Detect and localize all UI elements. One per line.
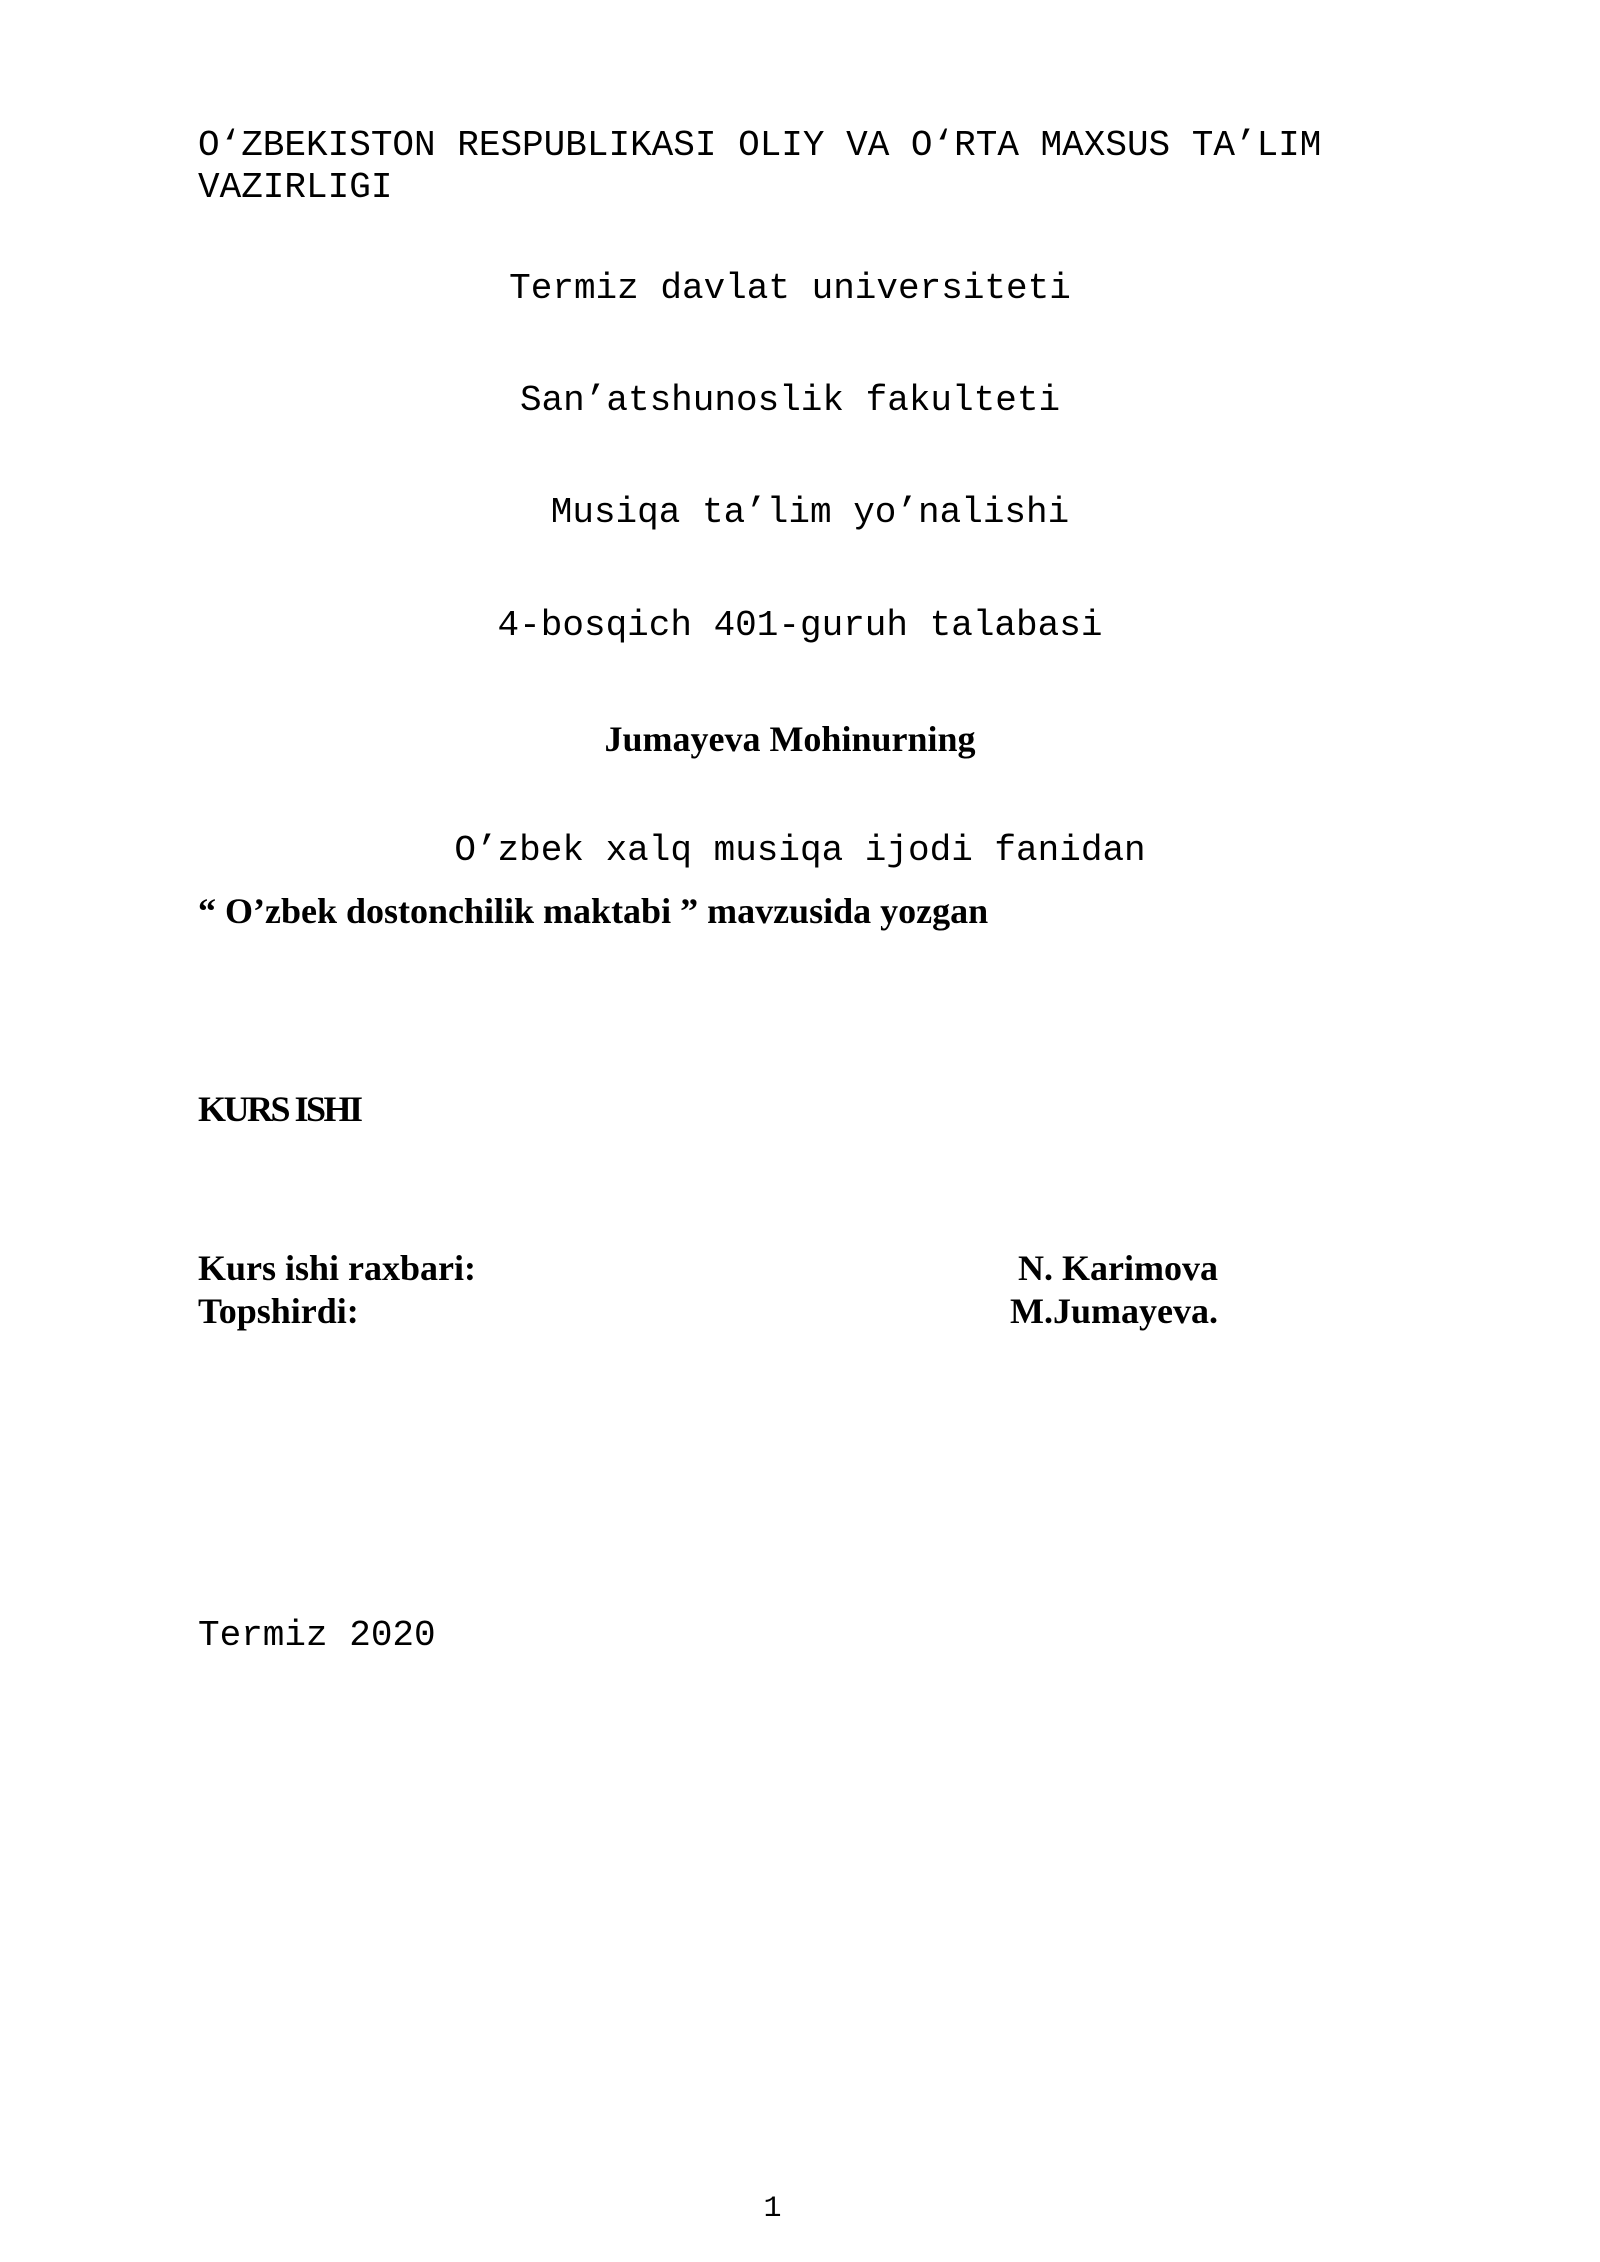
submitted-label: Topshirdi: — [198, 1291, 359, 1331]
submitted-name: M.Jumayeva. — [1010, 1291, 1218, 1331]
university-name: Termiz davlat universiteti — [509, 268, 1071, 309]
group-line: 4-bosqich 401-guruh talabasi — [497, 605, 1103, 646]
subject-line: O’zbek xalq musiqa ijodi fanidan — [454, 830, 1146, 871]
work-type-title: KURS ISHI — [198, 1089, 361, 1129]
student-name: Jumayeva Mohinurning — [604, 719, 976, 759]
topic-line: “ O’zbek dostonchilik maktabi ” mavzusida yozgan — [198, 891, 989, 931]
supervisor-name: N. Karimova — [1018, 1248, 1218, 1288]
ministry-heading: O‘ZBEKISTON RESPUBLIKASI OLIY VA O‘RTA MAXSUS TA’LIM VAZIRLIGI — [198, 125, 1322, 208]
page-number: 1 — [763, 2192, 782, 2226]
supervisor-label: Kurs ishi raxbari: — [198, 1248, 477, 1288]
faculty-name: San’atshunoslik fakulteti — [519, 380, 1061, 421]
direction-name: Musiqa ta’lim yo’nalishi — [550, 492, 1070, 533]
city-year: Termiz 2020 — [198, 1615, 436, 1656]
